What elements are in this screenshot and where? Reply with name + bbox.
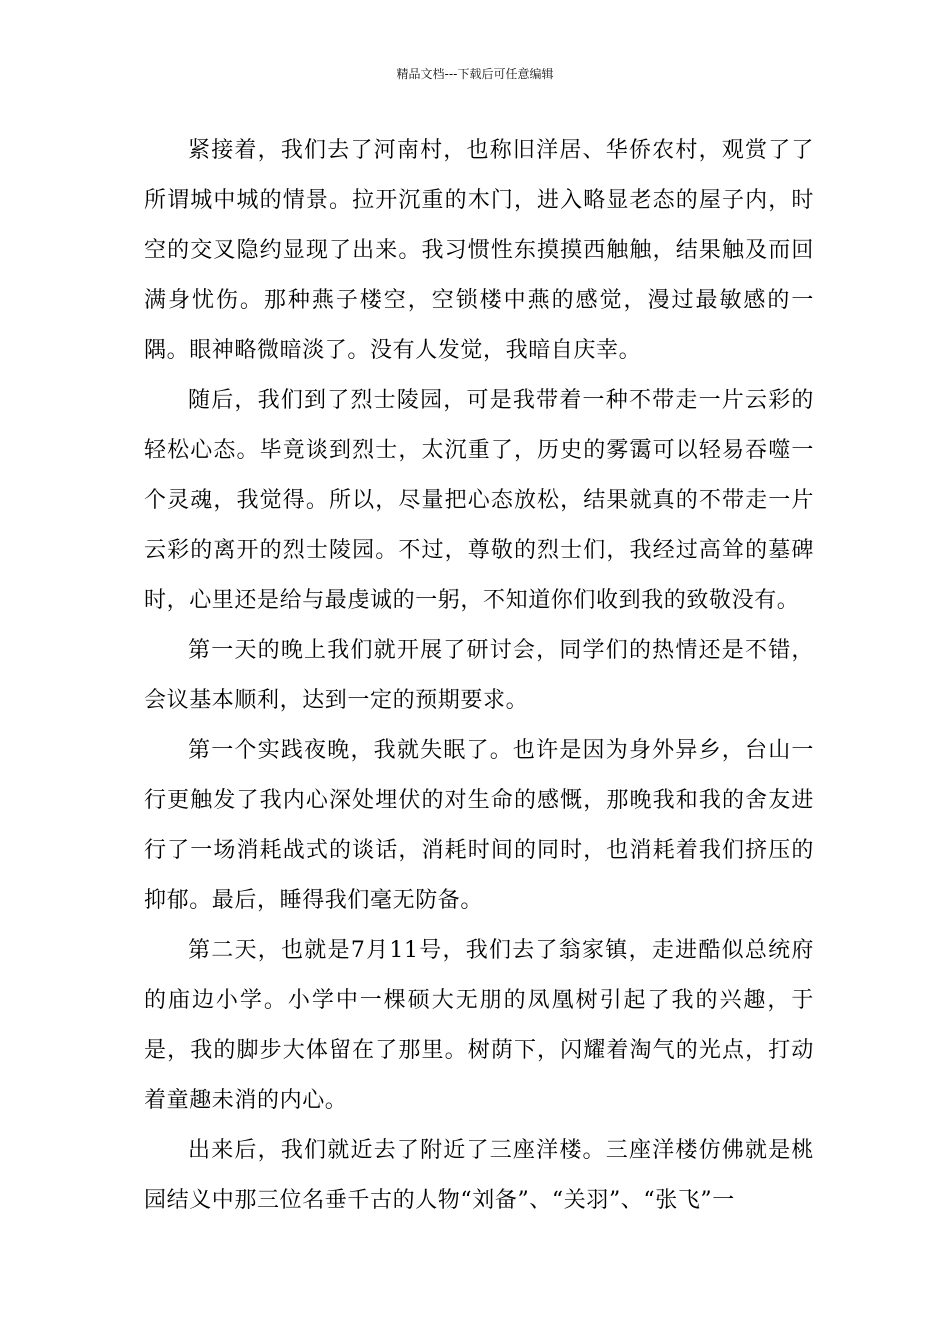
document-body (144, 126, 814, 1226)
paragraph-three-western-buildings: 出来后，我们就近去了附近了三座洋楼。三座洋楼仿佛就是桃园结义中那三位名垂千古的人物“刘备”、“关羽”、“张飞”一 (144, 1138, 814, 1213)
paragraph-first-evening-seminar: 第一天的晚上我们就开展了研讨会，同学们的热情还是不错，会议基本顺利，达到一定的预期要求。 (144, 638, 814, 713)
page-header: 精品文档---下载后可任意编辑 (396, 67, 554, 81)
paragraph-sleepless-night: 第一个实践夜晚，我就失眠了。也许是因为身外异乡，台山一行更触发了我内心深处埋伏的对生命的感慨，那晚我和我的舍友进行了一场消耗战式的谈话，消耗时间的同时，也消耗着我们挤压的抑郁。最后，睡得我们毫无防备。 (144, 738, 814, 913)
paragraph-henan-village: 紧接着，我们去了河南村，也称旧洋居、华侨农村，观赏了了所谓城中城的情景。拉开沉重的木门，进入略显老态的屋子内，时空的交叉隐约显现了出来。我习惯性东摸摸西触触，结果触及而回满身忧伤。那种燕子楼空，空锁楼中燕的感觉，漫过最敏感的一隅。眼神略微暗淡了。没有人发觉，我暗自庆幸。 (144, 138, 814, 363)
paragraph-martyrs-cemetery: 随后，我们到了烈士陵园，可是我带着一种不带走一片云彩的轻松心态。毕竟谈到烈士，太沉重了，历史的雾霭可以轻易吞噬一个灵魂，我觉得。所以，尽量把心态放松，结果就真的不带走一片云彩的离开的烈士陵园。不过，尊敬的烈士们，我经过高耸的墓碑时，心里还是给与最虔诚的一躬，不知道你们收到我的致敬没有。 (144, 388, 814, 613)
paragraph-second-day-school: 第二天，也就是7月11号，我们去了翁家镇，走进酷似总统府的庙边小学。小学中一棵硕大无朋的凤凰树引起了我的兴趣，于是，我的脚步大体留在了那里。树荫下，闪耀着淘气的光点，打动着童趣未消的内心。 (144, 938, 814, 1113)
